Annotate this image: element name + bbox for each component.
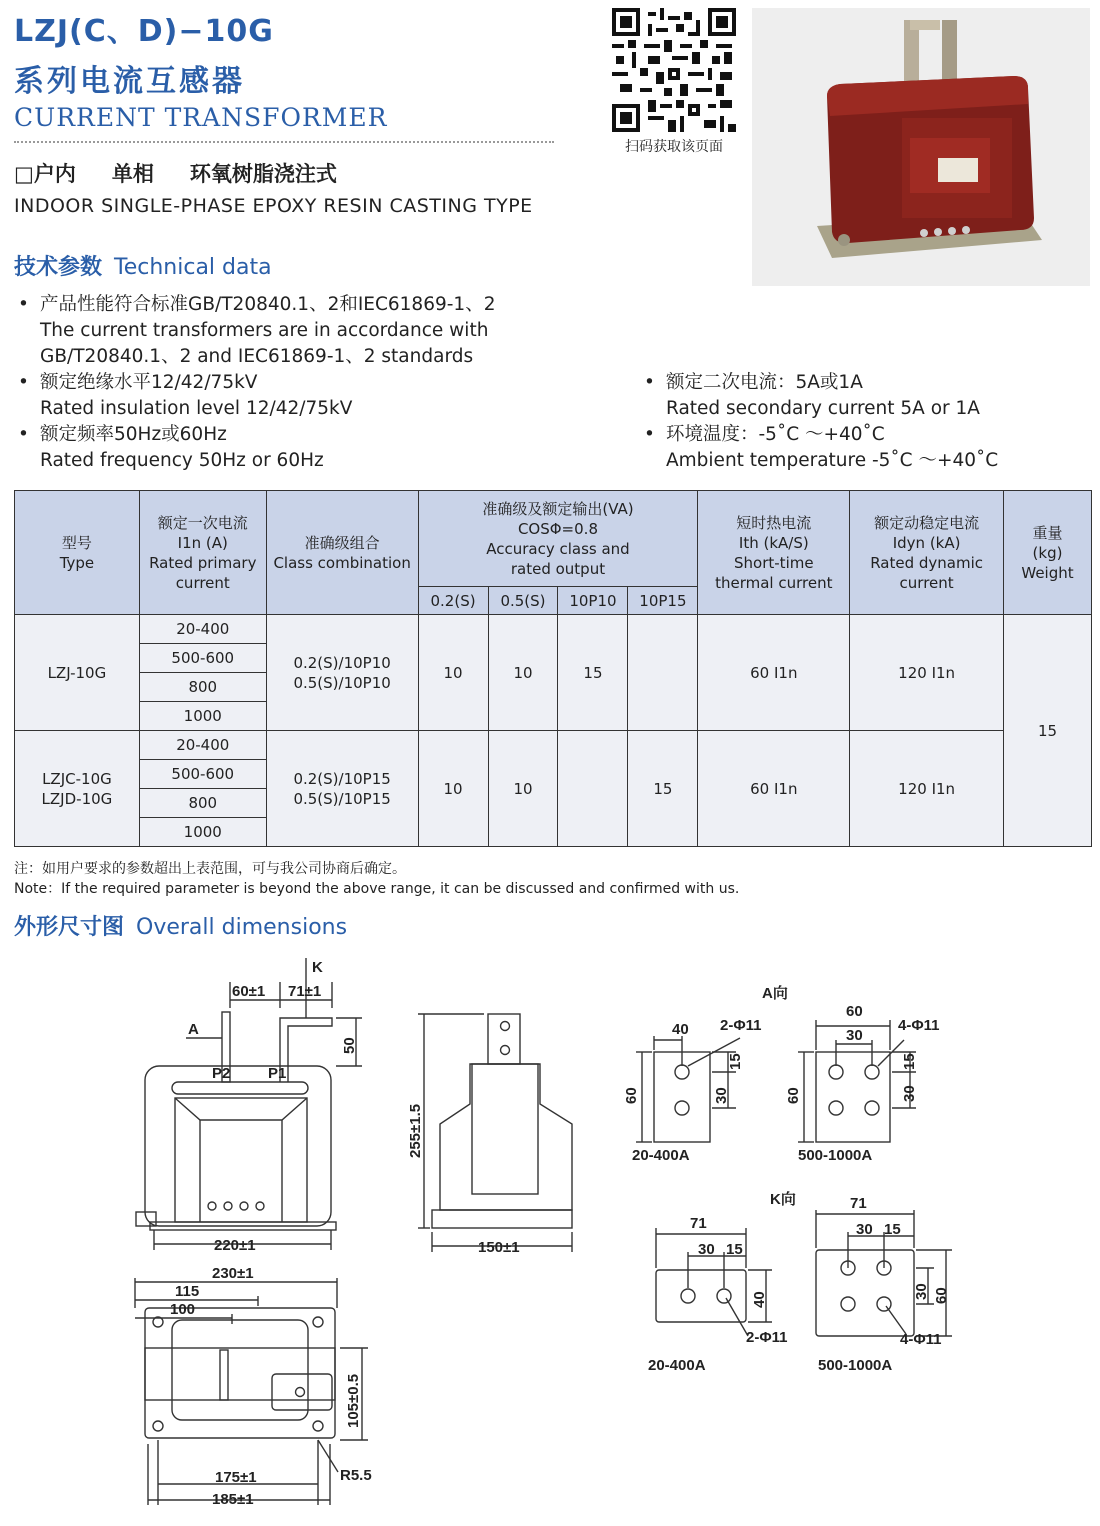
table-row (15, 615, 1092, 644)
dim-k-15: 15 (726, 1241, 743, 1258)
view-a-label: A向 (762, 985, 788, 1002)
dim-k-hole4: 4-Φ11 (900, 1331, 942, 1348)
cell-type: LZJC-10G LZJD-10G (15, 731, 140, 847)
bullet-insulation-en: Rated insulation level 12/42/75kV (40, 398, 353, 419)
dimension-drawings (0, 950, 1100, 1526)
header-primary: 额定一次电流 I1n (A) Rated primary current (139, 491, 266, 615)
dim-k-label: K (312, 959, 323, 976)
dim-a-60c: 60 (785, 1087, 802, 1104)
dim-a-15b: 15 (901, 1053, 918, 1070)
cell-v10p15: 15 (628, 731, 698, 847)
bullet-frequency-cn: 额定频率50Hz或60Hz (40, 424, 227, 445)
cell-v02: 10 (418, 731, 488, 847)
dim-top-100: 100 (170, 1301, 196, 1318)
dim-front-220: 220±1 (214, 1237, 256, 1254)
bullet-temperature: • 环境温度：-5˚C ～+40˚C Ambient temperature -5˚C ～+40˚C (666, 422, 1086, 474)
type-cn (14, 158, 373, 188)
bullet-standards-cn: 产品性能符合标准GB/T20840.1、2和IEC61869-1、2 (40, 294, 496, 315)
cell-v10p15 (628, 615, 698, 731)
dim-k-60: 60 (933, 1287, 950, 1304)
qr-code-icon[interactable] (612, 8, 736, 132)
header-acc-05s: 0.5(S) (488, 587, 558, 615)
dim-k-hole2: 2-Φ11 (746, 1329, 788, 1346)
bullet-frequency: • 额定频率50Hz或60Hz Rated frequency 50Hz or 60Hz (40, 422, 620, 474)
bullet-insulation: • 额定绝缘水平12/42/75kV Rated insulation level 12/42/75kV (40, 370, 620, 422)
table-row (15, 731, 1092, 760)
product-title-cn: 系列电流互感器 (14, 64, 245, 99)
header-type: 型号 Type (15, 491, 140, 615)
cell-v05: 10 (488, 615, 558, 731)
dim-top-r55: R5.5 (340, 1467, 372, 1484)
dim-top-175: 175±1 (215, 1469, 257, 1486)
dim-k-15b: 15 (884, 1221, 901, 1238)
dim-k-30c: 30 (913, 1283, 930, 1300)
cell-current: 500-600 (139, 760, 266, 789)
note-en: Note：If the required parameter is beyond the above range, it can be discussed and confirmed with us. (14, 881, 740, 897)
bullet-secondary: • 额定二次电流：5A或1A Rated secondary current 5A or 1A (666, 370, 1086, 422)
caption-a-500-1000: 500-1000A (798, 1147, 873, 1164)
title-divider (14, 141, 554, 143)
dim-a-30c: 30 (901, 1085, 918, 1102)
type-en: INDOOR SINGLE-PHASE EPOXY RESIN CASTING TYPE (14, 195, 533, 217)
dim-front-50: 50 (341, 1037, 358, 1054)
dim-top-230: 230±1 (212, 1265, 254, 1282)
tech-heading (14, 250, 272, 281)
cell-current: 1000 (139, 818, 266, 847)
header-weight: 重量 (kg) Weight (1004, 491, 1092, 615)
dim-a-40: 40 (672, 1021, 689, 1038)
cell-weight: 15 (1004, 615, 1092, 847)
bullet-secondary-en: Rated secondary current 5A or 1A (666, 398, 980, 419)
cell-idyn: 120 I1n (850, 731, 1004, 847)
dim-front-60: 60±1 (232, 983, 266, 1000)
header-class: 准确级组合 Class combination (266, 491, 418, 615)
cell-ith: 60 I1n (698, 615, 850, 731)
cell-v05: 10 (488, 731, 558, 847)
tech-heading-en: Technical data (114, 255, 272, 280)
header-acc-02s: 0.2(S) (418, 587, 488, 615)
dim-a-label: A (188, 1021, 199, 1038)
dim-a-60: 60 (623, 1087, 640, 1104)
dim-a-30: 30 (713, 1087, 730, 1104)
dim-top-105: 105±0.5 (345, 1373, 362, 1428)
product-photo (752, 8, 1090, 286)
cell-current: 800 (139, 789, 266, 818)
bullet-secondary-cn: 额定二次电流：5A或1A (666, 372, 863, 393)
bullet-standards-en2: GB/T20840.1、2 and IEC61869-1、2 standards (40, 346, 474, 367)
terminal-p2: P2 (212, 1065, 231, 1082)
header-acc-10p15: 10P15 (628, 587, 698, 615)
cell-current: 1000 (139, 702, 266, 731)
dim-a-60b: 60 (846, 1003, 863, 1020)
bullet-standards-en1: The current transformers are in accordance with (40, 320, 489, 341)
dim-side-150: 150±1 (478, 1239, 520, 1256)
qr-caption: 扫码获取该页面 (625, 139, 723, 155)
dim-k-30b: 30 (856, 1221, 873, 1238)
cell-current: 500-600 (139, 644, 266, 673)
caption-k-500-1000: 500-1000A (818, 1357, 893, 1374)
cell-idyn: 120 I1n (850, 615, 1004, 731)
header-accuracy: 准确级及额定输出(VA) COSΦ=0.8 Accuracy class and rated output (418, 491, 698, 587)
dims-heading-en: Overall dimensions (136, 915, 348, 940)
type-indoor: □户内 (14, 162, 76, 186)
type-single-phase: 单相 (111, 162, 154, 186)
header-acc-10p10: 10P10 (558, 587, 628, 615)
caption-a-20-400: 20-400A (632, 1147, 690, 1164)
cell-v10p10 (558, 731, 628, 847)
type-epoxy: 环氧树脂浇注式 (189, 162, 337, 186)
cell-current: 20-400 (139, 615, 266, 644)
product-title: LZJ(C、D)−10G (14, 14, 274, 49)
dim-a-30b: 30 (846, 1027, 863, 1044)
dim-side-255: 255±1.5 (407, 1103, 424, 1158)
cell-class: 0.2(S)/10P15 0.5(S)/10P15 (266, 731, 418, 847)
header-ith: 短时热电流 Ith (kA/S) Short-time thermal current (698, 491, 850, 615)
view-k-label: K向 (770, 1191, 796, 1208)
caption-k-20-400: 20-400A (648, 1357, 706, 1374)
cell-v10p10: 15 (558, 615, 628, 731)
dim-k-71b: 71 (850, 1195, 867, 1212)
bullet-standards: • 产品性能符合标准GB/T20840.1、2和IEC61869-1、2 The current transformers are in accordance with GB/T20840.1、2 and IEC61869-1、2 standards (40, 292, 620, 370)
dim-k-30: 30 (698, 1241, 715, 1258)
bullet-temperature-en: Ambient temperature -5˚C ～+40˚C (666, 450, 999, 471)
cell-class: 0.2(S)/10P10 0.5(S)/10P10 (266, 615, 418, 731)
cell-ith: 60 I1n (698, 731, 850, 847)
dim-a-hole2: 2-Φ11 (720, 1017, 762, 1034)
cell-current: 800 (139, 673, 266, 702)
bullet-frequency-en: Rated frequency 50Hz or 60Hz (40, 450, 324, 471)
bullet-insulation-cn: 额定绝缘水平12/42/75kV (40, 372, 258, 393)
dim-k-71: 71 (690, 1215, 707, 1232)
spec-table (14, 490, 1092, 847)
cell-v02: 10 (418, 615, 488, 731)
dim-k-40: 40 (751, 1291, 768, 1308)
dim-a-hole4: 4-Φ11 (898, 1017, 940, 1034)
bullet-temperature-cn: 环境温度：-5˚C ～+40˚C (666, 424, 885, 445)
note-cn: 注：如用户要求的参数超出上表范围，可与我公司协商后确定。 (14, 861, 406, 877)
tech-heading-cn: 技术参数 (14, 255, 103, 280)
dims-heading (14, 910, 347, 941)
dim-a-15: 15 (727, 1053, 744, 1070)
product-title-en: CURRENT TRANSFORMER (14, 103, 388, 132)
cell-current: 20-400 (139, 731, 266, 760)
header-idyn: 额定动稳定电流 Idyn (kA) Rated dynamic current (850, 491, 1004, 615)
cell-type: LZJ-10G (15, 615, 140, 731)
terminal-p1: P1 (268, 1065, 287, 1082)
dim-top-115: 115 (175, 1283, 200, 1300)
dim-top-185: 185±1 (212, 1491, 254, 1508)
dims-heading-cn: 外形尺寸图 (14, 915, 125, 940)
dim-front-71: 71±1 (288, 983, 322, 1000)
